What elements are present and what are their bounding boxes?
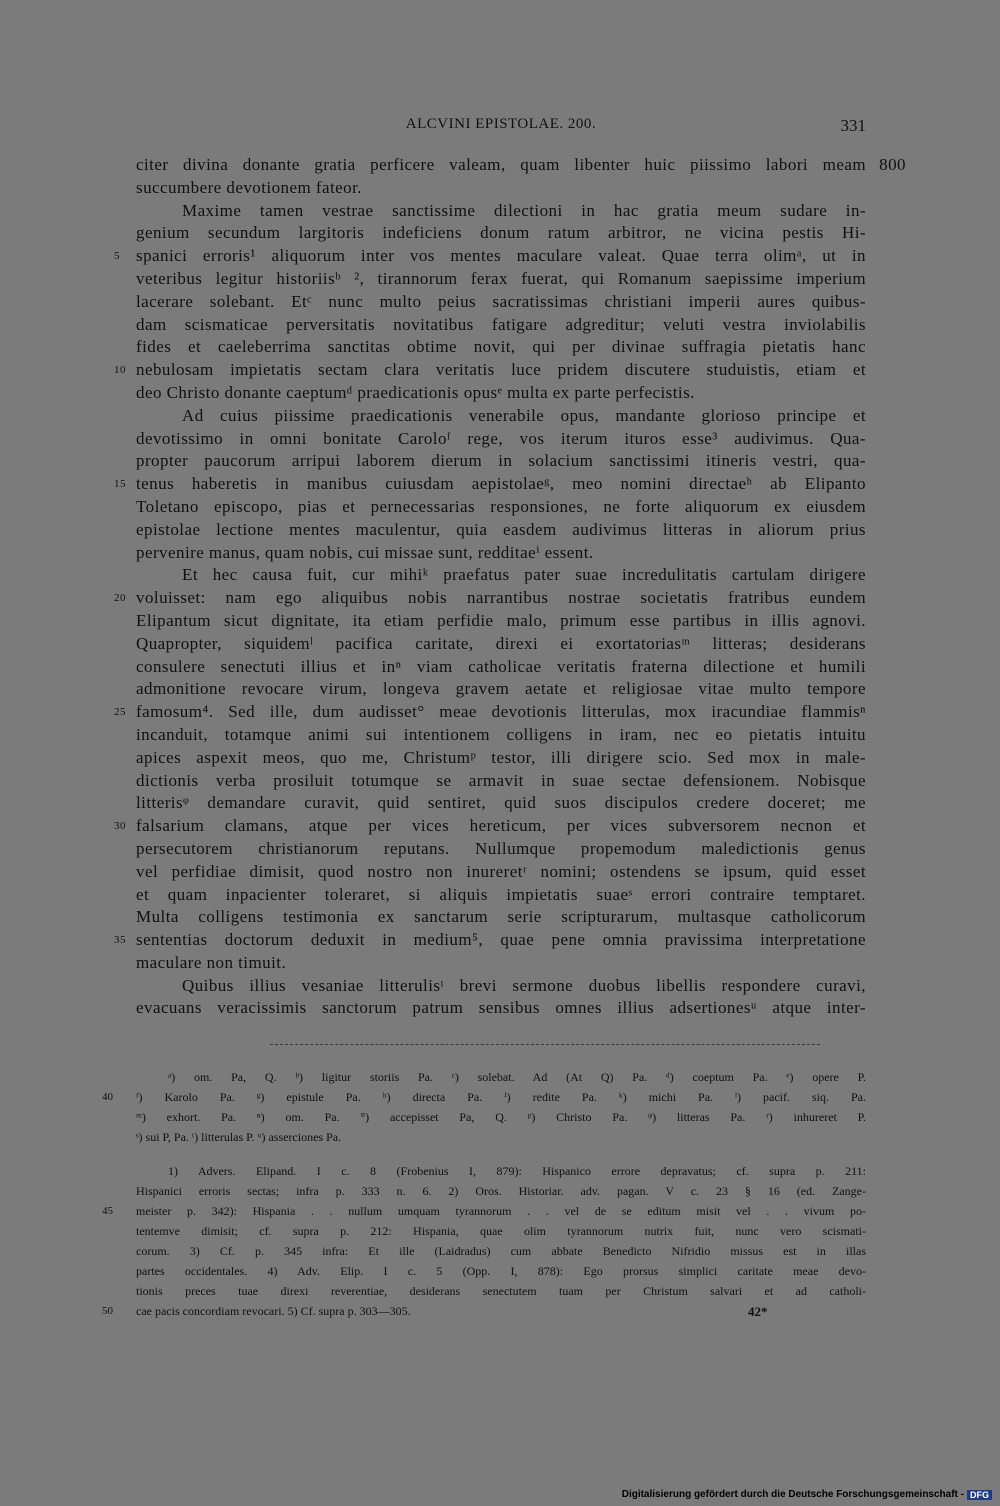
text-line (114, 701, 866, 724)
text-line (136, 724, 866, 747)
footnote-line-text: corum. 3) Cf. p. 345 infra: Et ille (Laidradus) cum abbate Benedicto Nifridio missus est in illas (136, 1244, 866, 1258)
line-number: 30 (114, 820, 126, 833)
text-line-text: nebulosam impietatis sectam clara veritatis luce pridem discutere studuistis, etiam et (136, 360, 866, 380)
text-line (136, 222, 866, 245)
text-line-text: maculare non timuit. (136, 952, 287, 972)
text-line-text: vel perfidiae dimisit, quod nostro non inureretʳ nomini; ostendens se ipsum, quid esset (136, 861, 866, 881)
text-line (114, 815, 866, 838)
text-line (114, 245, 866, 268)
text-line-text: Quibus illius vesaniae litterulisᵗ brevi sermone duobus libellis respondere curavi, (182, 975, 866, 995)
text-line (136, 975, 866, 998)
text-line (136, 154, 906, 177)
footnote-line-text: Hispanici erroris sectas; infra p. 333 n. 6. 2) Oros. Historiar. adv. pagan. V c. 23 § 16 (ed. Zange- (136, 1184, 866, 1198)
text-line-text: citer divina donante gratia perficere valeam, quam libenter huic piissimo labori meam (136, 155, 866, 174)
dfg-logo: DFG (967, 1490, 992, 1500)
text-line (136, 633, 866, 656)
text-line-text: evacuans veracissimis sanctorum patrum sensibus omnes illius adsertionesᵘ atque inter- (136, 998, 866, 1018)
signature-mark: 42* (748, 1304, 768, 1319)
text-line (136, 861, 866, 884)
text-line (114, 587, 866, 610)
footnote-line-text: tentemve dimisit; cf. supra p. 212: Hispania, quae olim tyrannorum nutrix fuit, nunc vero scismati- (136, 1224, 866, 1238)
text-line (136, 382, 866, 405)
line-number: 5 (114, 250, 120, 263)
text-line (136, 428, 866, 451)
text-line (136, 336, 866, 359)
text-line (136, 952, 866, 975)
footnote-line-text: 1) Advers. Elipand. I c. 8 (Frobenius I, 879): Hispanico errore depravatus; cf. supra p. 211: (168, 1164, 866, 1178)
apparatus-line (136, 1067, 866, 1087)
text-line (136, 792, 866, 815)
footnote-line (136, 1221, 866, 1241)
critical-apparatus (102, 1067, 866, 1147)
line-number: 50 (102, 1305, 113, 1317)
text-line-text: famosum⁴. Sed ille, dum audisset° meae devotionis litterulas, mox iracundiae flammisⁿ (136, 702, 866, 722)
text-line-text: lacerare solebant. Etᶜ nunc multo peius sacratissimas christiani imperii aures quibus- (136, 291, 866, 311)
text-line-text: consulere senectuti illius et inⁿ viam catholicae veritatis fraterna dilectione et humili (136, 656, 866, 676)
line-number: 15 (114, 478, 126, 491)
apparatus-line-text: ᵐ) exhort. Pa. ⁿ) om. Pa. °) accepisset Pa, Q. ᵖ) Christo Pa. ᵠ) litteras Pa. ʳ) inhureret P. (136, 1110, 866, 1124)
text-line (136, 542, 866, 565)
text-line (136, 610, 866, 633)
text-line-text: Maxime tamen vestrae sanctissime dilectioni in hac gratia meum sudare in- (182, 200, 866, 220)
text-line-text: Quapropter, siquidemˡ pacifica caritate, direxi ei exortatoriasᵐ litteras; desiderans (136, 633, 866, 653)
footnote-line (136, 1181, 866, 1201)
text-line (136, 519, 866, 542)
footnote-line (136, 1261, 866, 1281)
line-number: 25 (114, 706, 126, 719)
text-line (136, 496, 866, 519)
margin-year: 800 (879, 155, 906, 174)
text-line (136, 200, 866, 223)
text-line-text: incanduit, totamque animi sui intentionem colligens in iram, nec eo pietatis intuitu (136, 724, 866, 744)
footnote-line (102, 1201, 866, 1221)
apparatus-line-text: ᵃ) om. Pa, Q. ᵇ) ligitur storiis Pa. ᶜ) solebat. Ad (At Q) Pa. ᵈ) coeptum Pa. ᵉ) opere P. (168, 1070, 866, 1084)
text-line-text: et quam inpacienter toleraret, si aliquis impietatis suaeˢ errori contraire temptaret. (136, 884, 866, 904)
text-line-text: litterisᵠ demandare curavit, quid sentiret, quid suos discipulos credere doceret; me (136, 793, 866, 813)
text-line (136, 747, 866, 770)
line-number: 45 (102, 1205, 113, 1217)
main-text (114, 154, 906, 1020)
text-line-text: spanici erroris¹ aliquorum inter vos mentes maculare valeat. Quae terra olimᵃ, ut in (136, 246, 866, 266)
footnote-line-text: meister p. 342): Hispania . . nullum umquam tyrannorum . . vel de se editum misit vel . . vivum po- (136, 1204, 866, 1218)
footnote-line (136, 1281, 866, 1301)
text-line-text: propter paucorum arripui laborem dierum in solacium sanctissimi itineris vestri, qua- (136, 451, 866, 471)
text-line (136, 564, 866, 587)
separator-dashed (270, 1044, 820, 1045)
text-line-text: epistolae lectione mentes maculentur, quia easdem audivimus litteras in aliorum prius (136, 519, 866, 539)
text-line (136, 405, 866, 428)
text-line (114, 929, 866, 952)
text-line-text: sententias doctorum deduxit in medium⁵, quae pene omnia pravissima interpretatione (136, 930, 866, 950)
apparatus-line-text: ᶠ) Karolo Pa. ᵍ) epistule Pa. ʰ) directa Pa. ⁱ) redite Pa. ᵏ) michi Pa. ˡ) pacif. siq. Pa. (136, 1090, 866, 1104)
text-line-text: Multa colligens testimonia ex sanctarum serie scripturarum, multasque catholicorum (136, 907, 866, 927)
page-number: 331 (840, 116, 866, 135)
text-line (136, 177, 866, 200)
text-line-text: pervenire manus, quam nobis, cui missae sunt, redditaeⁱ essent. (136, 542, 594, 562)
text-line (136, 997, 866, 1020)
footnote-line (136, 1161, 866, 1181)
text-line (136, 770, 866, 793)
text-line-text: persecutorem christianorum reputans. Nullumque propemodum maledictionis genus (136, 838, 866, 858)
text-line (136, 884, 866, 907)
text-line-text: Toletano episcopo, pias et pernecessarias responsiones, ne forte aliquorum ex eiusdem (136, 496, 866, 516)
running-header (136, 116, 866, 140)
text-line (136, 291, 866, 314)
text-line (136, 678, 866, 701)
notes-block (102, 1067, 866, 1321)
text-line-text: Ad cuius piissime praedicationis venerabile opus, mandante glorioso principe et (182, 405, 866, 425)
apparatus-line (136, 1107, 866, 1127)
footnote-line-text: cae pacis concordiam revocari. 5) Cf. supra p. 303—305. (136, 1304, 411, 1318)
apparatus-line-text: ˢ) sui P, Pa. ᵗ) litterulas P. ᵘ) asserciones Pa. (136, 1130, 342, 1144)
text-line-text: dam scismaticae perversitatis novitatibus fatigare adgreditur; veluti vestra inviolabilis (136, 314, 866, 334)
text-line-text: fides et caeleberrima sanctitas obtime novit, qui per divinae suffragia pietatis hanc (136, 337, 866, 357)
line-number: 40 (102, 1091, 113, 1103)
dfg-credit-text: Digitalisierung gefördert durch die Deutsche Forschungsgemeinschaft - (621, 1489, 964, 1500)
text-line (136, 314, 866, 337)
footnote-line-text: partes occidentales. 4) Adv. Elip. I c. 5 (Opp. I, 878): Ego prorsus simplici caritate meae devo- (136, 1264, 866, 1278)
text-line-text: admonitione revocare virum, longeva gravem aetate et religiosae vitae multo tempore (136, 679, 866, 699)
text-line-text: deo Christo donante caeptumᵈ praedicationis opusᵉ multa ex parte perfecistis. (136, 382, 695, 402)
line-number: 35 (114, 934, 126, 947)
footnote-line (136, 1241, 866, 1261)
text-line-text: genium secundum largitoris indeficiens donum ratum arbitror, ne vicina pestis Hi- (136, 223, 866, 243)
text-line-text: veteribus legitur historiisᵇ ², tirannorum ferax fuerat, qui Romanum saepissime imperium (136, 268, 866, 288)
text-line-text: succumbere devotionem fateor. (136, 177, 362, 197)
text-line-text: falsarium clamans, atque per vices hereticum, per vices subversorem necnon et (136, 816, 866, 836)
text-line-text: Et hec causa fuit, cur mihiᵏ praefatus pater suae incredulitatis cartulam dirigere (182, 565, 866, 585)
footnotes (102, 1161, 866, 1321)
text-line (114, 359, 866, 382)
text-line (114, 473, 866, 496)
text-line (136, 450, 866, 473)
dfg-credit (622, 1489, 992, 1500)
text-line-text: tenus haberetis in manibus cuiusdam aepistolaeᵍ, meo nomini directaeʰ ab Elipanto (136, 474, 866, 494)
text-line-text: devotissimo in omni bonitate Caroloᶠ rege, vos iterum ituros esse³ audivimus. Qua- (136, 428, 866, 448)
apparatus-line (102, 1087, 866, 1107)
text-line-text: apices aspexit meos, quo me, Christumᵖ testor, illi dirigere scio. Sed mox in male- (136, 747, 866, 767)
line-number: 10 (114, 364, 126, 377)
text-line (136, 838, 866, 861)
running-title: ALCVINI EPISTOLAE. 200. (405, 116, 597, 132)
text-line-text: dictionis verba prosiluit totumque se armavit in suae sectae defensionem. Nobisque (136, 770, 866, 790)
text-line-text: voluisset: nam ego aliquibus nobis narrantibus nostrae societatis fratribus eundem (136, 588, 866, 608)
text-line (136, 268, 866, 291)
text-line (136, 656, 866, 679)
text-line-text: Elipantum sicut dignitate, ita etiam perfidie malo, primum esse partibus in illis agnovi. (136, 610, 866, 630)
line-number: 20 (114, 592, 126, 605)
apparatus-line (136, 1127, 866, 1147)
text-line (136, 906, 866, 929)
footnote-line-text: tionis preces tuae direxi reverentiae, desiderans senectutem tuam per Christum salvari et ad catholi- (136, 1284, 866, 1298)
